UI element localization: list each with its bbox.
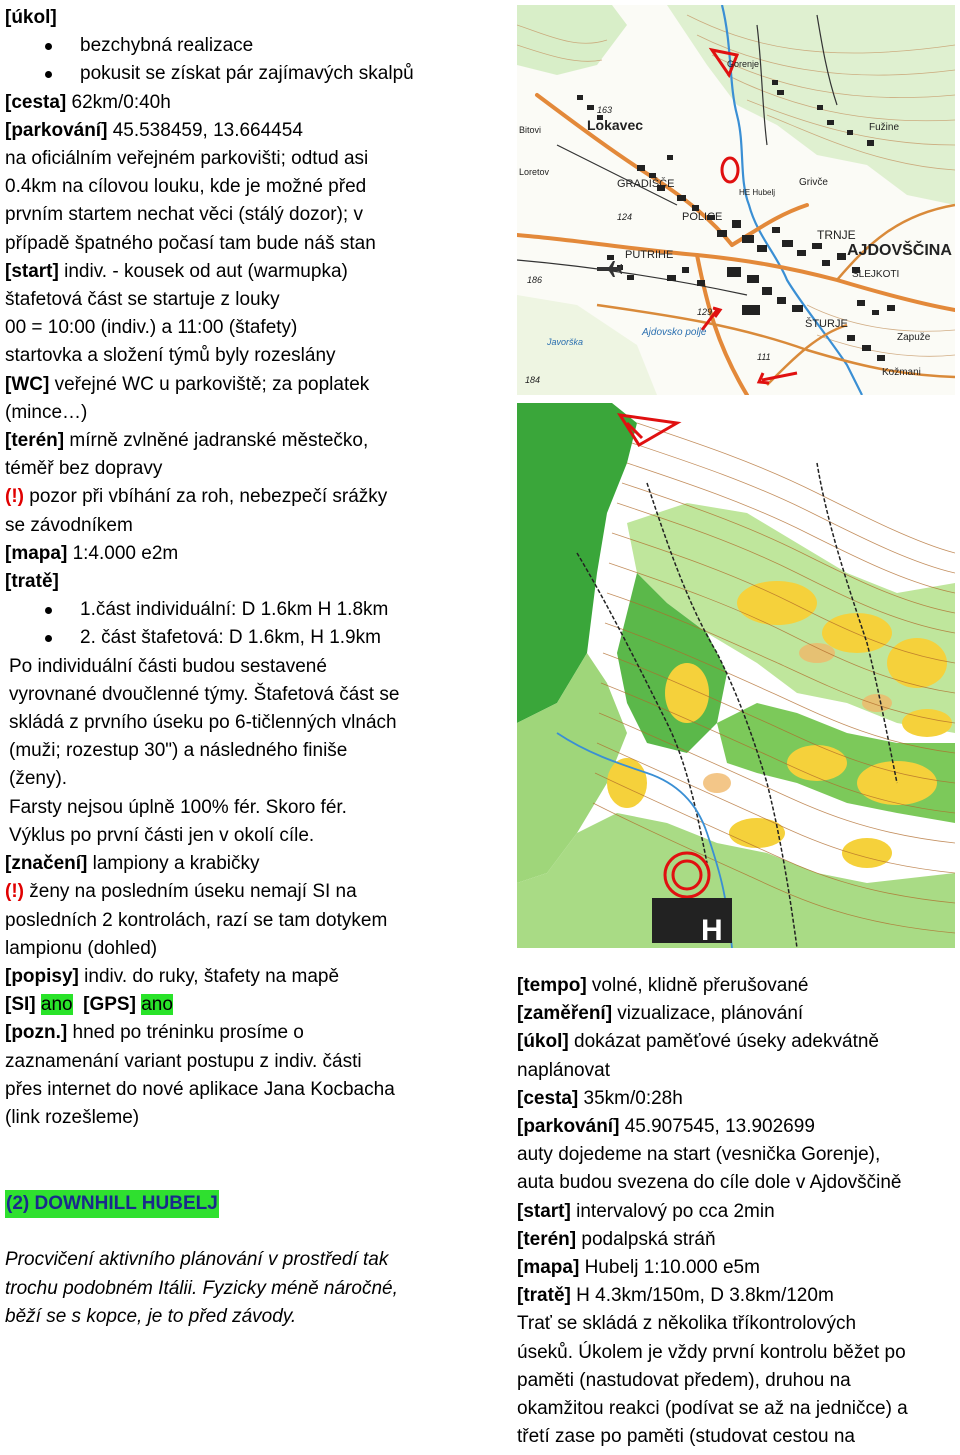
popisy-value: indiv. do ruky, štafety na mapě	[78, 965, 340, 987]
mapa-label: [mapa]	[5, 542, 68, 564]
map-label: AJDOVŠČINA	[847, 242, 952, 259]
trate-line: (muži; rozestup 30") a následného finiše	[9, 740, 348, 762]
teren-value: mírně zvlněné jadranské městečko,	[64, 430, 369, 452]
map-label: PUTRIHE	[625, 249, 674, 261]
teren-line: téměř bez dopravy	[5, 458, 163, 480]
map-label: HE Hubelj	[739, 188, 776, 197]
warning-line: se závodníkem	[5, 514, 133, 536]
warning-row	[5, 483, 510, 511]
desc-line: Trať se skládá z několika tříkontrolových	[517, 1313, 857, 1335]
ukol-label: [úkol]	[5, 7, 57, 28]
wc-label: [WC]	[5, 373, 50, 395]
parkovani-row	[5, 117, 510, 145]
popisy-label: [popisy]	[5, 965, 79, 987]
map-label: 129	[697, 307, 713, 317]
ukol-value: dokázat paměťové úseky adekvátně	[568, 1031, 879, 1053]
map-label: Ajdovsko polje	[642, 327, 707, 338]
trate-line: Výklus po první části jen v okolí cíle.	[9, 824, 315, 846]
parkovani-row	[517, 1113, 957, 1141]
trate-item: 1.část individuální: D 1.6km H 1.8km	[5, 596, 510, 624]
mapa-row	[5, 540, 510, 568]
start-line: 00 = 10:00 (indiv.) a 11:00 (štafety)	[5, 317, 298, 339]
pozn-line: přes internet do nové aplikace Jana Kocbacha	[5, 1078, 395, 1100]
znaceni-label: [značení]	[5, 853, 88, 875]
warning-mark: (!)	[5, 486, 24, 508]
mapa-value: Hubelj 1:10.000 e5m	[579, 1257, 760, 1279]
parkovani-label: [parkování]	[517, 1116, 620, 1138]
map-label: Grivče	[799, 177, 828, 188]
zamereni-value: vizualizace, plánování	[612, 1003, 804, 1025]
warning-text: ženy na posledním úseku nemají SI na	[23, 881, 357, 903]
desc-line: okamžitou reakci (podívat se až na jedničce) a	[517, 1398, 908, 1420]
map-label: 184	[525, 375, 541, 385]
trate-label: [tratě]	[517, 1285, 571, 1307]
trate-line: vyrovnané dvoučlenné týmy. Štafetová část se	[9, 683, 400, 705]
teren-label: [terén]	[517, 1228, 577, 1250]
cesta-row	[517, 1085, 957, 1113]
trate-line: Po individuální části budou sestavené	[9, 655, 327, 677]
map-label: Kožmani	[882, 367, 921, 378]
mapa-value: 1:4.000 e2m	[67, 542, 179, 564]
pozn-label: [pozn.]	[5, 1022, 68, 1044]
cesta-label: [cesta]	[517, 1087, 579, 1109]
map-label: Lokavec	[587, 117, 644, 133]
parking-note-line: případě špatného počasí tam bude náš stan	[5, 232, 376, 254]
trate-row	[517, 1282, 957, 1310]
parkovani-label: [parkování]	[5, 119, 108, 141]
trate-line: (ženy).	[9, 768, 68, 790]
map-label: 186	[527, 275, 543, 285]
znaceni-value: lampiony a krabičky	[87, 853, 260, 875]
ukol-label: [úkol]	[517, 1031, 569, 1053]
map-label: GRADIŠČE	[617, 178, 675, 190]
start-row	[5, 258, 510, 286]
map-label: 124	[617, 212, 633, 222]
start-label: [start]	[517, 1200, 571, 1222]
znaceni-row	[5, 850, 510, 878]
map-label: POLICE	[682, 211, 723, 223]
start-label: [start]	[5, 260, 59, 282]
gps-label: [GPS]	[83, 994, 136, 1016]
desc-line: paměti (nastudovat předem), druhou na	[517, 1369, 851, 1391]
map-label: 163	[597, 105, 613, 115]
map-label: Gorenje	[727, 59, 760, 69]
map-label: H	[701, 914, 723, 947]
zamereni-row	[517, 1000, 957, 1028]
pozn-row	[5, 1019, 510, 1047]
cesta-row	[5, 89, 510, 117]
map-label: Zapuže	[897, 332, 931, 343]
si-label: [SI]	[5, 994, 36, 1016]
warning-row	[5, 878, 510, 906]
map-label: Javorška	[547, 337, 584, 347]
trate-line: skládá z prvního úseku po 6-tičlenných vlnách	[9, 712, 397, 734]
mapa-label: [mapa]	[517, 1257, 580, 1279]
map-label: Bitovi	[519, 125, 542, 135]
pozn-line: (link rozešleme)	[5, 1106, 140, 1128]
left-column	[5, 4, 510, 1331]
orienteering-map-hubelj	[517, 403, 955, 948]
start-line: startovka a složení týmů byly rozeslány	[5, 345, 336, 367]
topographic-map-ajdovscina	[517, 5, 955, 395]
warning-text: pozor při vbíhání za roh, nebezpečí srážky	[23, 486, 388, 508]
pozn-value: hned po tréninku prosíme o	[67, 1022, 304, 1044]
park-line: auta budou svezena do cíle dole v Ajdovščině	[517, 1172, 902, 1194]
trate-value: H 4.3km/150m, D 3.8km/120m	[570, 1285, 834, 1307]
zamereni-label: [zaměření]	[517, 1003, 613, 1025]
ukol-line: naplánovat	[517, 1059, 610, 1081]
teren-row	[517, 1226, 957, 1254]
map-label: ŠTURJE	[805, 318, 848, 330]
gps-value: ano	[141, 994, 173, 1016]
teren-value: podalpská stráň	[576, 1228, 716, 1250]
trate-label: [tratě]	[5, 571, 59, 593]
warning-line: lampionu (dohled)	[5, 937, 158, 959]
parking-note-line: 0.4km na cílovou louku, kde je možné před	[5, 176, 367, 198]
tempo-row	[517, 972, 957, 1000]
map-label: Loretov	[519, 167, 550, 177]
wc-row	[5, 371, 510, 399]
ukol-item: bezchybná realizace	[5, 32, 510, 60]
desc-line: úseků. Úkolem je vždy první kontrolu běžet po	[517, 1341, 906, 1363]
pozn-line: zaznamenání variant postupu z indiv. části	[5, 1050, 362, 1072]
wc-line: (mince…)	[5, 401, 88, 423]
start-value: indiv. - kousek od aut (warmupka)	[58, 260, 348, 282]
popisy-row	[5, 963, 510, 991]
right-column	[517, 972, 957, 1451]
intro-line: běží se s kopce, je to před závody.	[5, 1305, 297, 1327]
trate-line: Farsty nejsou úplně 100% fér. Skoro fér.	[9, 796, 347, 818]
parking-note-line: na oficiálním veřejném parkovišti; odtud asi	[5, 148, 369, 170]
si-value: ano	[40, 994, 73, 1016]
trate-item: 2. část štafetová: D 1.6km, H 1.9km	[5, 624, 510, 652]
map-label: SLEJKOTI	[852, 269, 900, 280]
warning-line: posledních 2 kontrolách, razí se tam dotykem	[5, 909, 388, 931]
map-label: TRNJE	[817, 228, 856, 242]
tempo-label: [tempo]	[517, 975, 587, 996]
ukol-item: pokusit se získat pár zajímavých skalpů	[5, 60, 510, 88]
start-row	[517, 1198, 957, 1226]
parkovani-value: 45.907545, 13.902699	[619, 1116, 815, 1138]
section-heading: (2) DOWNHILL HUBELJ	[5, 1190, 219, 1218]
intro-line: Procvičení aktivního plánování v prostředí tak	[5, 1249, 389, 1271]
wc-value: veřejné WC u parkoviště; za poplatek	[49, 373, 370, 395]
tempo-value: volné, klidně přerušované	[586, 975, 809, 996]
park-line: auty dojedeme na start (vesnička Gorenje),	[517, 1144, 881, 1166]
parkovani-value: 45.538459, 13.664454	[107, 119, 303, 141]
ukol-row	[517, 1028, 957, 1056]
parking-note-line: prvním startem nechat věci (stálý dozor); v	[5, 204, 363, 226]
cesta-value: 35km/0:28h	[578, 1087, 683, 1109]
start-line: štafetová část se startuje z louky	[5, 289, 280, 311]
map-label: Fužine	[869, 122, 900, 133]
cesta-value: 62km/0:40h	[66, 91, 171, 113]
cesta-label: [cesta]	[5, 91, 67, 113]
intro-line: trochu podobném Itálii. Fyzicky méně náročné,	[5, 1277, 398, 1299]
map-label: 111	[757, 352, 771, 362]
teren-label: [terén]	[5, 430, 65, 452]
desc-line: třetí zase po paměti (studovat cestou na	[517, 1426, 855, 1448]
mapa-row	[517, 1254, 957, 1282]
si-gps-row	[5, 991, 510, 1019]
warning-mark: (!)	[5, 881, 24, 903]
teren-row	[5, 427, 510, 455]
start-value: intervalový po cca 2min	[570, 1200, 775, 1222]
